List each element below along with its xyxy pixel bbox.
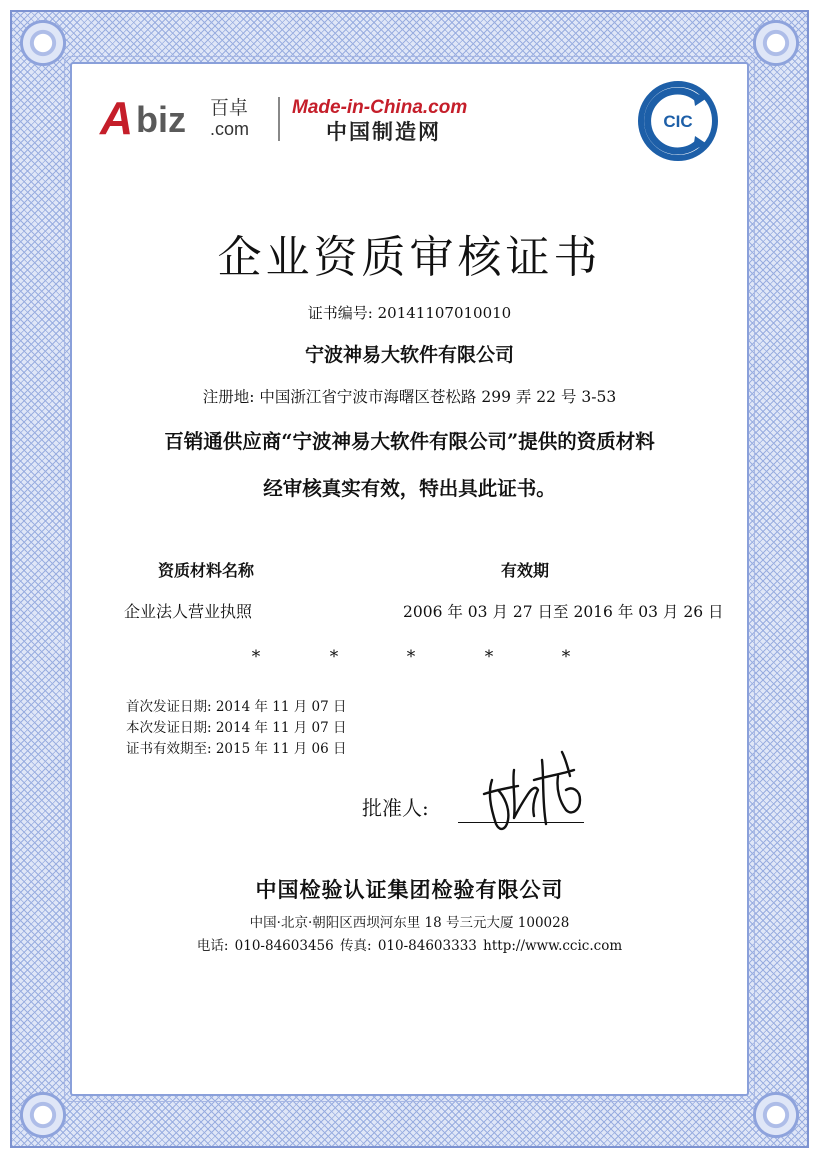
issue-dates [126,697,347,760]
logo-divider [278,97,280,141]
separator-star: * [251,647,261,667]
cic-logo-text: CIC [663,112,693,131]
expiry-date: 证书有效期至: 2015 年 11 月 06 日 [126,741,347,757]
abiz-logo-letter: A [100,92,134,144]
table-cell-material-name: 企业法人营业执照 [124,602,253,621]
separator-star: * [561,647,571,667]
abiz-logo [100,93,270,143]
made-in-china-logo [292,97,482,145]
table-header-material-name: 资质材料名称 [157,561,254,580]
made-in-china-logo-cn: 中国制造网 [326,120,441,144]
first-issue-date: 首次发证日期: 2014 年 11 月 07 日 [126,699,347,715]
issuer-name: 中国检验认证集团检验有限公司 [255,877,564,902]
cic-logo [637,80,719,162]
certificate-title: 企业资质审核证书 [217,232,602,283]
issuer-address: 中国·北京·朝阳区西坝河东里 18 号三元大厦 100028 [249,915,570,931]
registered-address: 注册地: 中国浙江省宁波市海曙区苍松路 299 弄 22 号 3-53 [202,388,617,406]
abiz-logo-cn: 百卓 [210,97,249,119]
separator-stars [0,645,819,669]
separator-star: * [329,647,339,667]
table-header-validity: 有效期 [500,561,549,580]
handwritten-signature [462,740,602,840]
approver-label: 批准人: [362,796,429,820]
made-in-china-logo-en: Made-in-China.com [292,97,468,118]
issuer-contact: 电话: 010-84603456 传真: 010-84603333 http://www.ccic.com [196,938,623,954]
current-issue-date: 本次发证日期: 2014 年 11 月 07 日 [126,720,347,736]
statement-line-1: 百销通供应商“宁波神易大软件有限公司”提供的资质材料 [164,430,655,453]
statement-line-2: 经审核真实有效，特出具此证书。 [263,477,556,500]
abiz-logo-com: .com [210,119,250,139]
certificate-number: 证书编号: 20141107010010 [307,304,512,322]
company-name: 宁波神易大软件有限公司 [304,344,514,366]
signature-line [458,822,584,823]
separator-star: * [484,647,494,667]
separator-star: * [406,647,416,667]
abiz-logo-text: biz [136,99,186,140]
table-cell-validity: 2006 年 03 月 27 日至 2016 年 03 月 26 日 [403,603,724,621]
